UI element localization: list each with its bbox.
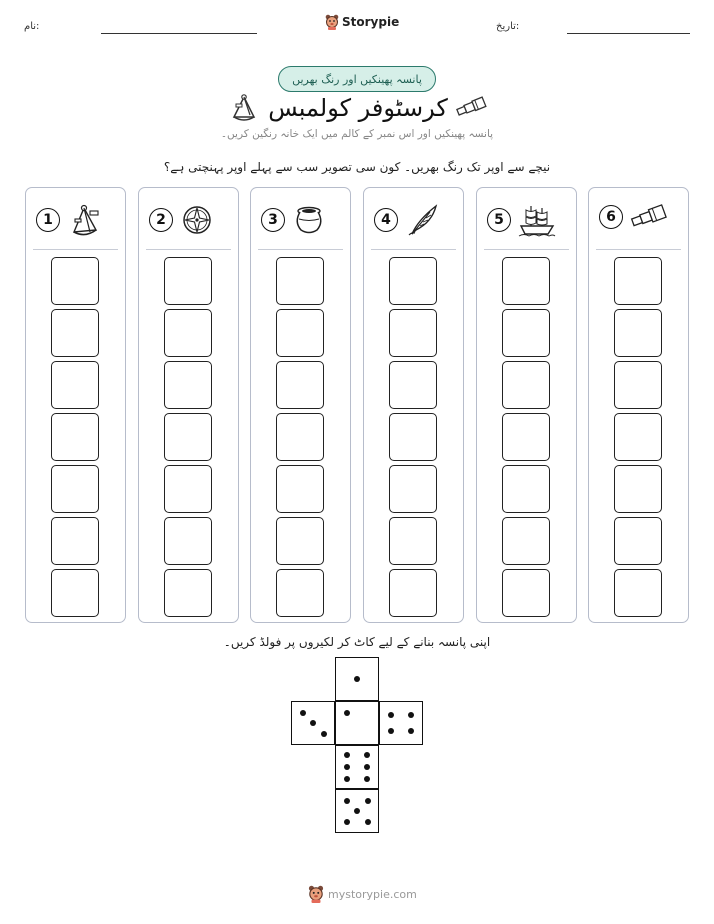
column-5 <box>476 187 577 623</box>
color-cell[interactable] <box>502 413 550 461</box>
column-header <box>374 202 440 238</box>
brand-logo <box>325 14 399 30</box>
footer-url[interactable]: mystorypie.com <box>328 887 417 901</box>
column-header <box>487 202 557 238</box>
color-cell[interactable] <box>502 361 550 409</box>
color-cell[interactable] <box>51 517 99 565</box>
die-face-6 <box>335 745 379 789</box>
cut-fold-instruction: اپنی پانسہ بنانے کے لیے کاٹ کر لکیروں پر فولڈ کریں۔ <box>223 635 491 649</box>
color-cell[interactable] <box>389 569 437 617</box>
color-cell[interactable] <box>502 257 550 305</box>
color-cell[interactable] <box>276 257 324 305</box>
die-face-1 <box>335 657 379 701</box>
color-cell[interactable] <box>502 465 550 513</box>
column-header <box>149 202 215 238</box>
color-cell[interactable] <box>276 569 324 617</box>
color-cell[interactable] <box>502 569 550 617</box>
telescope-icon <box>629 202 669 232</box>
mascot-icon <box>325 14 339 30</box>
brand-name: Storypie <box>342 15 400 29</box>
column-1 <box>25 187 126 623</box>
column-number: 2 <box>149 208 173 232</box>
column-2 <box>138 187 239 623</box>
sextant-icon <box>228 91 260 123</box>
color-cell[interactable] <box>276 361 324 409</box>
color-cell[interactable] <box>502 517 550 565</box>
color-cell[interactable] <box>51 257 99 305</box>
column-number: 6 <box>599 205 623 229</box>
mascot-icon <box>308 885 324 903</box>
footer <box>308 885 417 903</box>
color-cell[interactable] <box>389 361 437 409</box>
column-6 <box>588 187 689 623</box>
color-cell[interactable] <box>164 569 212 617</box>
color-cell[interactable] <box>164 309 212 357</box>
color-cell[interactable] <box>51 309 99 357</box>
color-cell[interactable] <box>164 465 212 513</box>
column-divider <box>484 249 569 250</box>
color-cell[interactable] <box>51 465 99 513</box>
column-number: 3 <box>261 208 285 232</box>
color-cell[interactable] <box>276 465 324 513</box>
color-cell[interactable] <box>614 309 662 357</box>
color-cell[interactable] <box>276 413 324 461</box>
compass-icon <box>179 202 215 238</box>
telescope-icon <box>455 96 487 118</box>
column-divider <box>596 249 681 250</box>
column-4 <box>363 187 464 623</box>
date-label: تاریخ: <box>496 21 520 32</box>
coloring-instruction: نیچے سے اوپر تک رنگ بھریں۔ کون سی تصویر سب سے پہلے اوپر پہنچتی ہے؟ <box>163 160 551 174</box>
column-divider <box>258 249 343 250</box>
name-label: نام: <box>24 21 40 32</box>
date-line <box>567 33 690 34</box>
color-cell[interactable] <box>164 413 212 461</box>
color-cell[interactable] <box>276 517 324 565</box>
column-divider <box>146 249 231 250</box>
quill-icon <box>404 202 440 238</box>
color-cell[interactable] <box>389 309 437 357</box>
activity-pill: پانسہ پھینکیں اور رنگ بھریں <box>278 66 436 92</box>
column-header <box>261 202 327 238</box>
color-cell[interactable] <box>51 361 99 409</box>
color-cell[interactable] <box>502 309 550 357</box>
color-cell[interactable] <box>164 361 212 409</box>
color-cell[interactable] <box>389 257 437 305</box>
column-header <box>599 202 669 232</box>
color-cell[interactable] <box>614 361 662 409</box>
color-cell[interactable] <box>51 413 99 461</box>
color-cell[interactable] <box>389 517 437 565</box>
page-title: کرسٹوفر کولمبس <box>268 94 448 122</box>
color-cell[interactable] <box>164 257 212 305</box>
column-number: 5 <box>487 208 511 232</box>
die-face-3 <box>291 701 335 745</box>
column-header <box>36 202 102 238</box>
pot-icon <box>291 202 327 238</box>
color-cell[interactable] <box>614 569 662 617</box>
color-cell[interactable] <box>51 569 99 617</box>
color-cell[interactable] <box>614 413 662 461</box>
subtitle: پانسہ پھینکیں اور اس نمبر کے کالم میں ایک خانہ رنگین کریں۔ <box>220 128 494 140</box>
name-line <box>101 33 257 34</box>
column-number: 4 <box>374 208 398 232</box>
color-cell[interactable] <box>614 517 662 565</box>
color-cell[interactable] <box>389 413 437 461</box>
column-3 <box>250 187 351 623</box>
color-cell[interactable] <box>614 257 662 305</box>
color-cell[interactable] <box>276 309 324 357</box>
ship-icon <box>517 202 557 238</box>
die-face-5 <box>335 789 379 833</box>
color-cell[interactable] <box>614 465 662 513</box>
sextant-icon <box>66 202 102 238</box>
color-cell[interactable] <box>164 517 212 565</box>
die-face-4 <box>379 701 423 745</box>
die-face-1 <box>335 701 379 745</box>
color-cell[interactable] <box>389 465 437 513</box>
column-divider <box>371 249 456 250</box>
column-divider <box>33 249 118 250</box>
column-number: 1 <box>36 208 60 232</box>
